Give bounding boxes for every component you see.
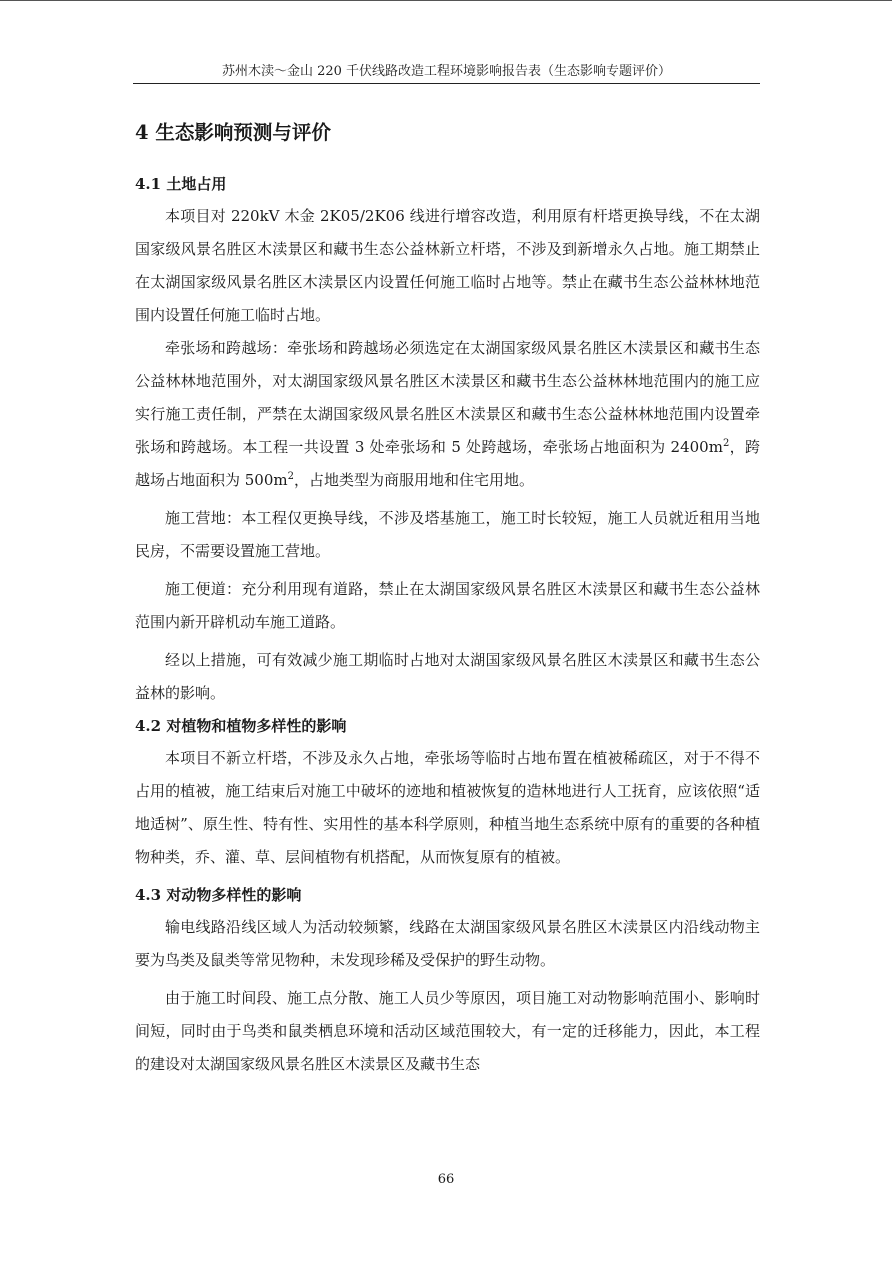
section-4-1-paragraph-4: 施工便道：充分利用现有道路，禁止在太湖国家级风景名胜区木渎景区和藏书生态公益林范围内新开辟机动车施工道路。 bbox=[135, 580, 760, 631]
section-4-1-heading: 4.1 土地占用 bbox=[135, 175, 227, 193]
section-4-3-heading: 4.3 对动物多样性的影响 bbox=[135, 886, 302, 904]
section-4-2-paragraph-1: 本项目不新立杆塔，不涉及永久占地，牵张场等临时占地布置在植被稀疏区，对于不得不占用的植被，施工结束后对施工中破坏的迹地和植被恢复的造林地进行人工抚育，应该依照“适地适树”、原生性、特有性、实用性的基本科学原则，种植当地生态系统中原有的重要的各种植物种类，乔、灌、草、层间植物有机搭配，从而恢复原有的植被。 bbox=[135, 749, 760, 866]
page-number: 66 bbox=[437, 1172, 455, 1187]
section-4-1-paragraph-1: 本项目对 220kV 木金 2K05/2K06 线进行增容改造，利用原有杆塔更换导线，不在太湖国家级风景名胜区木渎景区和藏书生态公益林新立杆塔，不涉及到新增永久占地。施工期禁止在太湖国家级风景名胜区木渎景区内设置任何施工临时占地等。禁止在藏书生态公益林林地范围内设置任何施工临时占地。 bbox=[135, 207, 760, 324]
running-header: 苏州木渎～金山 220 千伏线路改造工程环境影响报告表（生态影响专题评价） bbox=[221, 64, 672, 79]
page-top-border bbox=[0, 0, 892, 1]
section-4-1-paragraph-5: 经以上措施，可有效减少施工期临时占地对太湖国家级风景名胜区木渎景区和藏书生态公益林的影响。 bbox=[135, 651, 760, 702]
section-4-3-paragraph-1: 输电线路沿线区域人为活动较频繁，线路在太湖国家级风景名胜区木渎景区内沿线动物主要为鸟类及鼠类等常见物种，未发现珍稀及受保护的野生动物。 bbox=[135, 918, 760, 969]
section-4-3-paragraph-2: 由于施工时间段、施工点分散、施工人员少等原因，项目施工对动物影响范围小、影响时间短，同时由于鸟类和鼠类栖息环境和活动区域范围较大，有一定的迁移能力，因此，本工程的建设对太湖国家级风景名胜区木渎景区及藏书生态 bbox=[135, 989, 760, 1073]
section-4-1-paragraph-2 bbox=[135, 332, 760, 497]
section-4-2-heading: 4.2 对植物和植物多样性的影响 bbox=[135, 717, 347, 735]
superscript-2: 2 bbox=[722, 438, 730, 449]
page-content bbox=[135, 114, 760, 1081]
header-rule bbox=[133, 83, 760, 84]
section-4-1-paragraph-3: 施工营地：本工程仅更换导线，不涉及塔基施工，施工时长较短，施工人员就近租用当地民房，不需要设置施工营地。 bbox=[135, 509, 760, 560]
chapter-title: 4 生态影响预测与评价 bbox=[135, 121, 331, 144]
superscript-2: 2 bbox=[287, 471, 294, 482]
paragraph-2-text-a: 牵张场和跨越场：牵张场和跨越场必须选定在太湖国家级风景名胜区木渎景区和藏书生态公益林林地范围外，对太湖国家级风景名胜区木渎景区和藏书生态公益林林地范围内的施工应实行施工责任制，严禁在太湖国家级风景名胜区木渎景区和藏书生态公益林林地范围内设置牵张场和跨越场。本工程一共设置 3 处牵张场和 5 处跨越场，牵张场占地面积为 2400m bbox=[135, 339, 760, 456]
paragraph-2-text-c: ，占地类型为商服用地和住宅用地。 bbox=[294, 471, 535, 489]
paragraph-2-text-b: ，跨越场占地面积为 500m bbox=[135, 438, 760, 489]
